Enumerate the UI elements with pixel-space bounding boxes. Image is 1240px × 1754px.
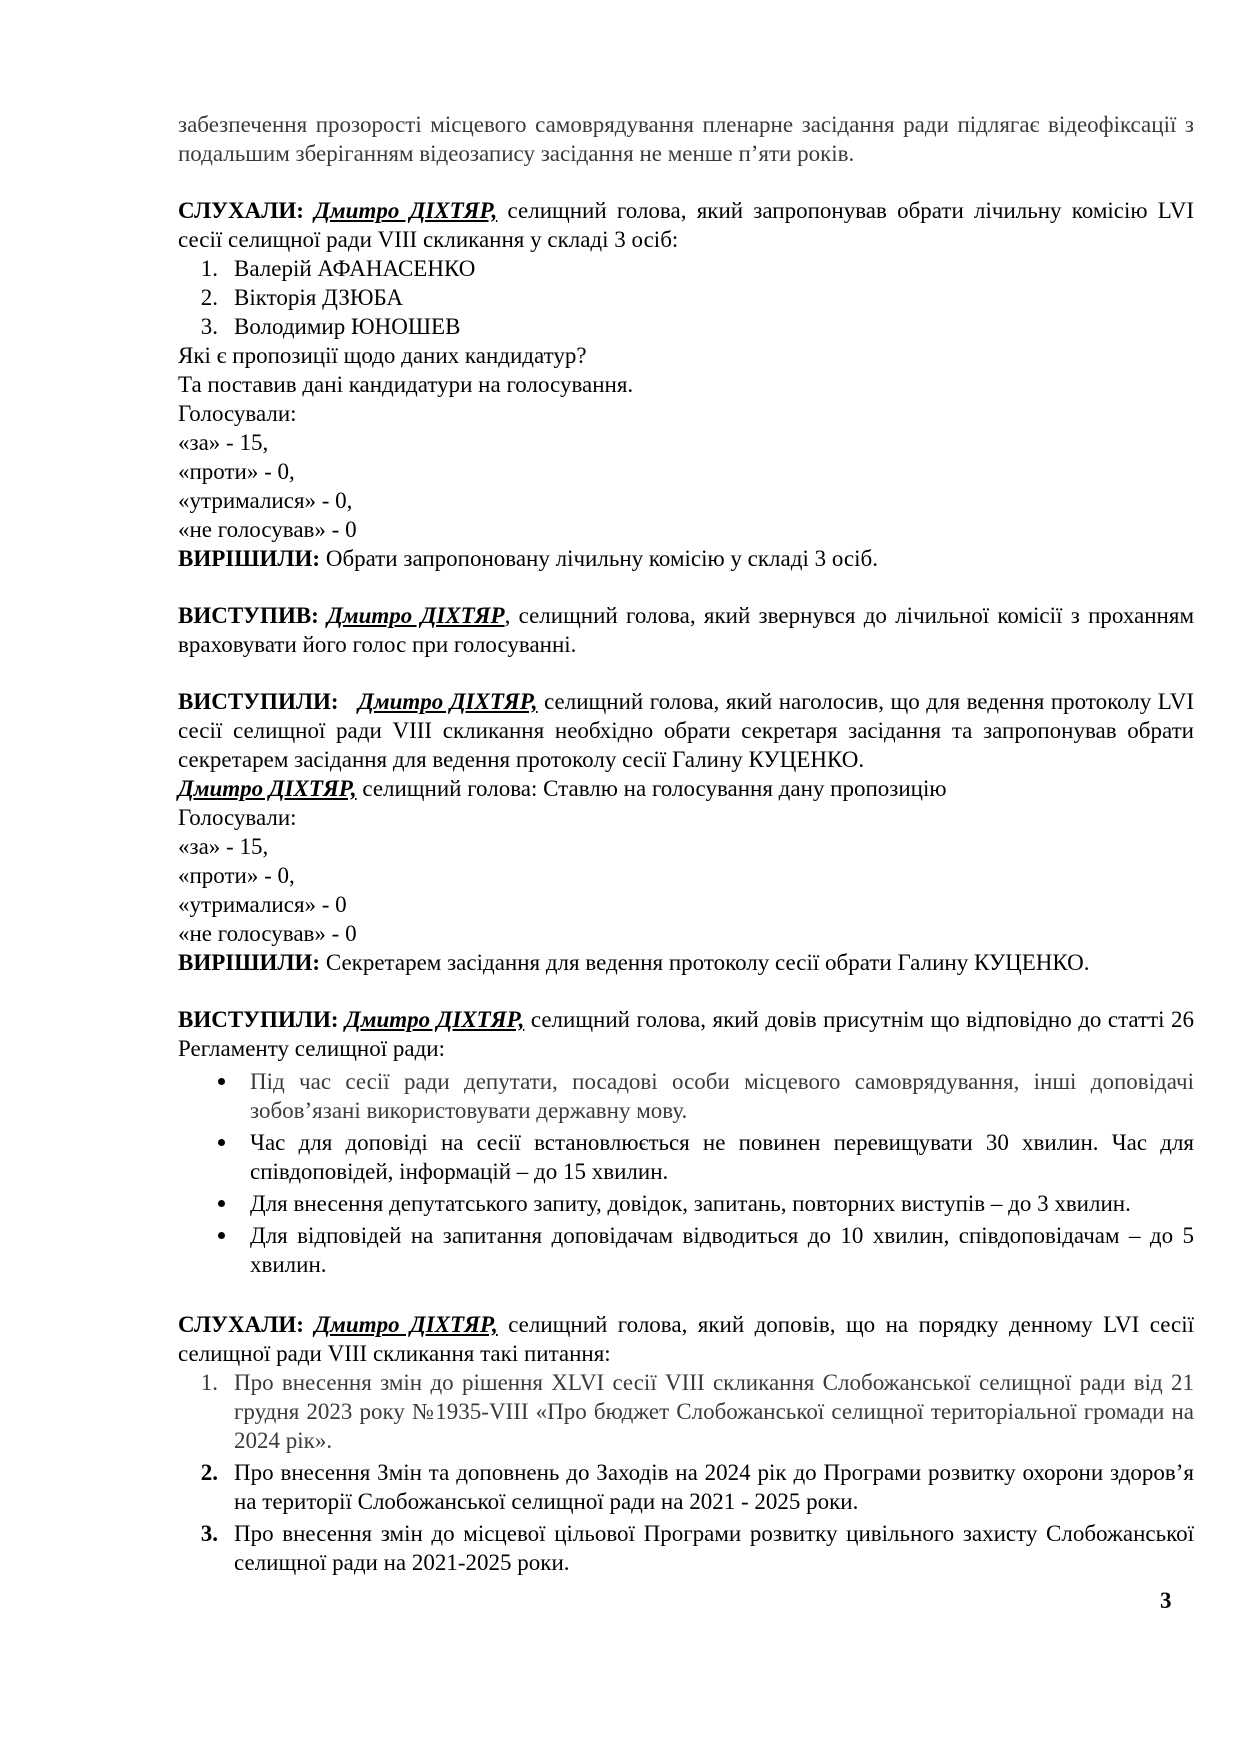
- document-page: [178, 110, 1194, 1580]
- vote-abstain: «утрималися» - 0: [178, 892, 347, 917]
- list-item: 3. Про внесення змін до місцевої цільової Програми розвитку цивільного захисту Слобожанської селищної ради на 2021-2025 роки.: [200, 1521, 1194, 1575]
- decided-label: ВИРІШИЛИ:: [178, 950, 321, 975]
- voted-label: Голосували:: [178, 805, 297, 830]
- list-item: Для внесення депутатського запиту, довідок, запитань, повторних виступів – до 3 хвилин.: [178, 1189, 1194, 1218]
- section-paragraph: СЛУХАЛИ: Дмитро ДІХТЯР, селищний голова, який доповів, що на порядку денному LVI сесії селищної ради VIII скликання такі питання:: [178, 1312, 1195, 1366]
- section-listened-counting-commission: [178, 196, 1194, 573]
- vote-against: «проти» - 0,: [178, 459, 295, 484]
- bullet-icon: [178, 1067, 250, 1125]
- vote-for: «за» - 15,: [178, 834, 269, 859]
- decision-line: ВИРІШИЛИ: Обрати запропоновану лічильну комісію у складі 3 осіб.: [178, 546, 878, 571]
- speaker-name: Дмитро ДІХТЯР,: [314, 198, 498, 223]
- speaker-name: Дмитро ДІХТЯР,: [358, 689, 538, 714]
- section-spoke-secretary: [178, 687, 1194, 977]
- section-label: ВИСТУПИВ:: [178, 603, 319, 628]
- speaker-name: Дмитро ДІХТЯР,: [314, 1312, 498, 1337]
- section-label: СЛУХАЛИ:: [178, 1312, 304, 1337]
- voted-label: Голосували:: [178, 401, 297, 426]
- bullet-icon: [178, 1221, 250, 1279]
- vote-not-voted: «не голосував» - 0: [178, 517, 357, 542]
- vote-not-voted: «не голосував» - 0: [178, 921, 357, 946]
- section-label: ВИСТУПИЛИ:: [178, 1007, 339, 1032]
- section-paragraph: [178, 196, 1194, 254]
- section-paragraph: ВИСТУПИЛИ: Дмитро ДІХТЯР, селищний голова, який довів присутнім що відповідно до статті 26 Регламенту селищної ради:: [178, 1007, 1195, 1061]
- decided-label: ВИРІШИЛИ:: [178, 546, 321, 571]
- list-item: Під час сесії ради депутати, посадові особи місцевого самоврядування, інші доповідачі зобов’язані використовувати державну мову.: [178, 1067, 1194, 1125]
- speaker-name: Дмитро ДІХТЯР: [327, 603, 505, 628]
- vote-for: «за» - 15,: [178, 430, 269, 455]
- decision-line: ВИРІШИЛИ: Секретарем засідання для ведення протоколу сесії обрати Галину КУЦЕНКО.: [178, 950, 1090, 975]
- intro-paragraph: забезпечення прозорості місцевого самоврядування пленарне засідання ради підлягає відеофіксації з подальшим зберіганням відеозапису засідання не менше п’яти років.: [178, 112, 1194, 166]
- section-spoke-regulations: [178, 1005, 1194, 1279]
- regulations-list: [178, 1067, 1194, 1279]
- section-label: СЛУХАЛИ:: [178, 198, 304, 223]
- page-number: 3: [1160, 1588, 1172, 1613]
- list-item: 2. Вікторія ДЗЮБА: [200, 285, 404, 310]
- section-text: селищний голова, який запропонував обрати лічильну комісію LVI сесії селищної ради VIII скликання у складі 3 осіб:: [178, 198, 1195, 252]
- section-spoke: ВИСТУПИВ: Дмитро ДІХТЯР, селищний голова, який звернувся до лічильної комісії з проханням враховувати його голос при голосуванні.: [178, 603, 1194, 657]
- speaker-name: Дмитро ДІХТЯР,: [345, 1007, 525, 1032]
- section-label: ВИСТУПИЛИ:: [178, 689, 339, 714]
- vote-against: «проти» - 0,: [178, 863, 295, 888]
- section-listened-agenda: [178, 1310, 1194, 1577]
- vote-proposal-line: Дмитро ДІХТЯР, селищний голова: Ставлю на голосування дану пропозицію: [178, 776, 947, 801]
- list-item: Час для доповіді на сесії встановлюється не повинен перевищувати 30 хвилин. Час для співдоповідей, інформацій – до 15 хвилин.: [178, 1128, 1194, 1186]
- agenda-list: [178, 1368, 1194, 1577]
- list-item: 1. Про внесення змін до рішення XLVI сесії VIII скликання Слобожанської селищної ради від 21 грудня 2023 року №1935-VIII «Про бюджет Слобожанської селищної територіальної громади на 2024 рік».: [200, 1370, 1194, 1453]
- list-item: 1. Валерій АФАНАСЕНКО: [200, 256, 476, 281]
- bullet-icon: [178, 1189, 250, 1218]
- vote-abstain: «утрималися» - 0,: [178, 488, 353, 513]
- list-item: Для відповідей на запитання доповідачам відводиться до 10 хвилин, співдоповідачам – до 5 хвилин.: [178, 1221, 1194, 1279]
- question-line: Які є пропозиції щодо даних кандидатур?: [178, 343, 587, 368]
- list-item: 3. Володимир ЮНОШЕВ: [200, 314, 461, 339]
- vote-intro-line: Та поставив дані кандидатури на голосування.: [178, 372, 634, 397]
- commission-members-list: [178, 254, 1194, 341]
- bullet-icon: [178, 1128, 250, 1186]
- section-paragraph: ВИСТУПИЛИ: Дмитро ДІХТЯР, селищний голова, який наголосив, що для ведення протоколу LVI сесії селищної ради VIII скликання необхідно обрати секретаря засідання та запропонував обрати секретарем засідання для ведення протоколу сесії Галину КУЦЕНКО.: [178, 689, 1195, 772]
- list-item: 2. Про внесення Змін та доповнень до Заходів на 2024 рік до Програми розвитку охорони здоров’я на території Слобожанської селищної ради на 2021 - 2025 роки.: [200, 1460, 1194, 1514]
